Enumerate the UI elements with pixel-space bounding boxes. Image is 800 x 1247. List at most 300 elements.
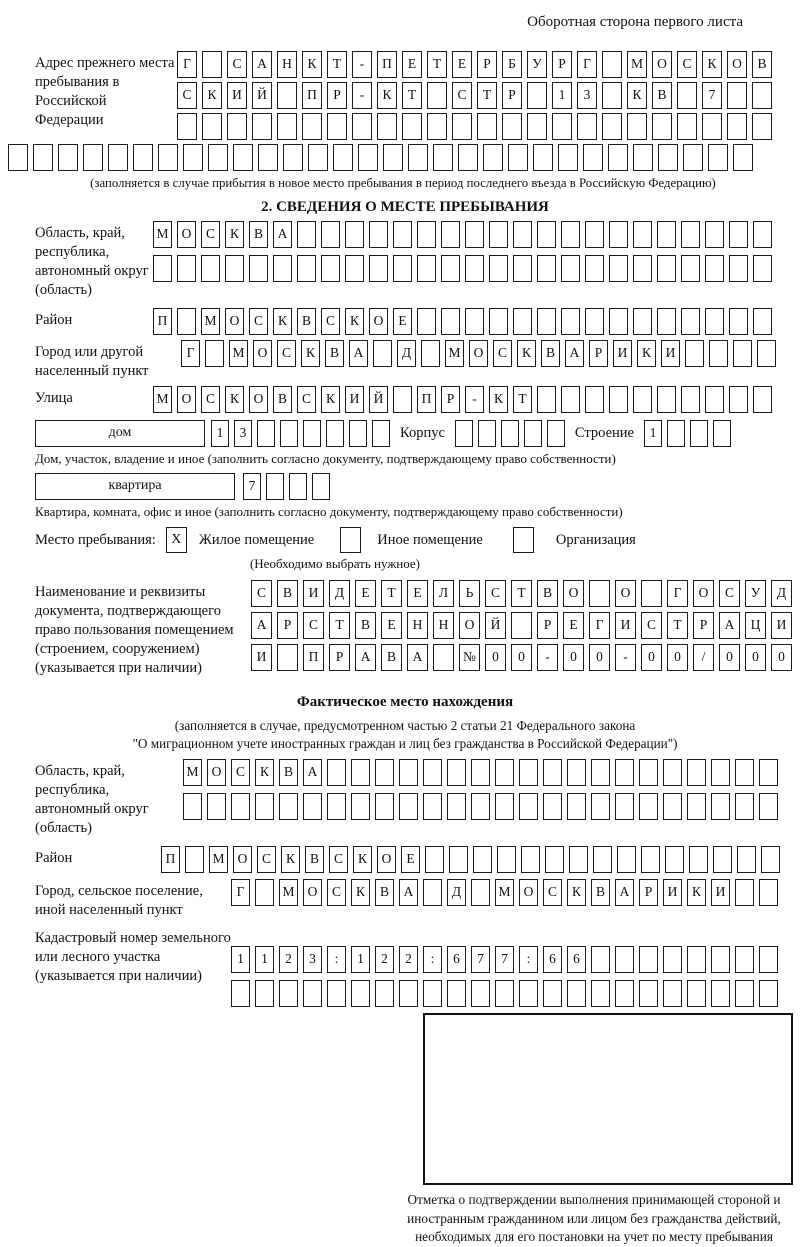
char-cell[interactable] [711, 946, 730, 973]
char-cell[interactable] [681, 386, 700, 413]
char-cell[interactable]: 6 [567, 946, 586, 973]
char-cell[interactable] [677, 82, 697, 109]
char-cell[interactable] [759, 980, 778, 1007]
char-cell[interactable] [615, 759, 634, 786]
char-cell[interactable] [227, 113, 247, 140]
char-cell[interactable]: К [345, 308, 364, 335]
char-cell[interactable] [753, 308, 772, 335]
char-cell[interactable]: О [563, 580, 584, 607]
char-cell[interactable]: А [407, 644, 428, 671]
char-cell[interactable]: Е [355, 580, 376, 607]
char-cell[interactable] [133, 144, 153, 171]
char-cell[interactable] [609, 308, 628, 335]
char-cell[interactable]: И [613, 340, 632, 367]
char-cell[interactable] [449, 846, 468, 873]
char-cell[interactable]: О [177, 386, 196, 413]
char-cell[interactable] [589, 580, 610, 607]
char-cell[interactable]: К [302, 51, 322, 78]
char-cell[interactable]: М [153, 221, 172, 248]
char-cell[interactable]: И [663, 879, 682, 906]
char-cell[interactable] [351, 980, 370, 1007]
char-cell[interactable]: О [369, 308, 388, 335]
char-cell[interactable]: О [469, 340, 488, 367]
char-cell[interactable]: Т [427, 51, 447, 78]
char-cell[interactable]: В [277, 580, 298, 607]
char-cell[interactable] [33, 144, 53, 171]
char-cell[interactable] [727, 113, 747, 140]
char-cell[interactable]: Т [477, 82, 497, 109]
char-cell[interactable] [711, 793, 730, 820]
char-cell[interactable]: - [352, 82, 372, 109]
char-cell[interactable] [471, 759, 490, 786]
char-cell[interactable]: Н [407, 612, 428, 639]
char-cell[interactable] [543, 759, 562, 786]
char-cell[interactable] [252, 113, 272, 140]
char-cell[interactable]: С [321, 308, 340, 335]
char-cell[interactable] [547, 420, 565, 447]
char-cell[interactable] [402, 113, 422, 140]
char-cell[interactable]: 0 [589, 644, 610, 671]
char-cell[interactable]: Д [771, 580, 792, 607]
char-cell[interactable]: О [233, 846, 252, 873]
char-cell[interactable] [543, 980, 562, 1007]
char-cell[interactable] [327, 759, 346, 786]
char-cell[interactable] [591, 759, 610, 786]
char-cell[interactable]: Т [381, 580, 402, 607]
char-cell[interactable]: М [627, 51, 647, 78]
char-cell[interactable] [663, 946, 682, 973]
char-cell[interactable]: Г [231, 879, 250, 906]
char-cell[interactable] [502, 113, 522, 140]
char-cell[interactable] [602, 113, 622, 140]
char-cell[interactable] [225, 255, 244, 282]
char-cell[interactable] [393, 221, 412, 248]
char-cell[interactable] [527, 113, 547, 140]
char-cell[interactable]: А [719, 612, 740, 639]
char-cell[interactable] [326, 420, 344, 447]
char-cell[interactable] [735, 946, 754, 973]
char-cell[interactable] [759, 879, 778, 906]
char-cell[interactable] [349, 420, 367, 447]
char-cell[interactable]: Е [407, 580, 428, 607]
char-cell[interactable]: Т [402, 82, 422, 109]
char-cell[interactable] [279, 793, 298, 820]
char-cell[interactable]: Т [329, 612, 350, 639]
char-cell[interactable] [201, 255, 220, 282]
char-cell[interactable]: О [249, 386, 268, 413]
char-cell[interactable] [602, 51, 622, 78]
char-cell[interactable] [297, 221, 316, 248]
char-cell[interactable]: М [279, 879, 298, 906]
char-cell[interactable] [633, 144, 653, 171]
char-cell[interactable] [687, 793, 706, 820]
char-cell[interactable] [345, 221, 364, 248]
char-cell[interactable] [591, 980, 610, 1007]
char-cell[interactable]: Н [277, 51, 297, 78]
char-cell[interactable] [585, 221, 604, 248]
char-cell[interactable] [495, 759, 514, 786]
char-cell[interactable] [277, 113, 297, 140]
char-cell[interactable]: М [495, 879, 514, 906]
char-cell[interactable] [458, 144, 478, 171]
char-cell[interactable] [705, 255, 724, 282]
char-cell[interactable] [561, 308, 580, 335]
char-cell[interactable]: К [687, 879, 706, 906]
char-cell[interactable]: С [177, 82, 197, 109]
char-cell[interactable] [591, 793, 610, 820]
char-cell[interactable] [327, 793, 346, 820]
char-cell[interactable]: П [302, 82, 322, 109]
char-cell[interactable] [303, 420, 321, 447]
char-cell[interactable]: : [423, 946, 442, 973]
char-cell[interactable] [561, 255, 580, 282]
char-cell[interactable] [733, 340, 752, 367]
char-cell[interactable] [249, 255, 268, 282]
char-cell[interactable]: Е [393, 308, 412, 335]
char-cell[interactable]: И [251, 644, 272, 671]
char-cell[interactable]: Й [369, 386, 388, 413]
char-cell[interactable]: С [277, 340, 296, 367]
char-cell[interactable] [527, 82, 547, 109]
char-cell[interactable]: И [227, 82, 247, 109]
char-cell[interactable] [663, 759, 682, 786]
char-cell[interactable]: В [537, 580, 558, 607]
char-cell[interactable] [297, 255, 316, 282]
char-cell[interactable] [585, 255, 604, 282]
char-cell[interactable] [375, 759, 394, 786]
char-cell[interactable] [358, 144, 378, 171]
char-cell[interactable]: 1 [644, 420, 662, 447]
char-cell[interactable] [663, 980, 682, 1007]
char-cell[interactable] [393, 255, 412, 282]
char-cell[interactable] [277, 644, 298, 671]
char-cell[interactable] [602, 82, 622, 109]
char-cell[interactable]: С [297, 386, 316, 413]
char-cell[interactable]: Е [402, 51, 422, 78]
char-cell[interactable] [615, 946, 634, 973]
char-cell[interactable]: С [227, 51, 247, 78]
char-cell[interactable]: О [652, 51, 672, 78]
char-cell[interactable]: Д [447, 879, 466, 906]
char-cell[interactable] [609, 221, 628, 248]
char-cell[interactable] [321, 255, 340, 282]
char-cell[interactable]: В [375, 879, 394, 906]
char-cell[interactable] [677, 113, 697, 140]
char-cell[interactable]: 3 [303, 946, 322, 973]
char-cell[interactable] [83, 144, 103, 171]
char-cell[interactable] [283, 144, 303, 171]
char-cell[interactable]: Е [452, 51, 472, 78]
char-cell[interactable] [729, 221, 748, 248]
char-cell[interactable]: Л [433, 580, 454, 607]
char-cell[interactable]: К [255, 759, 274, 786]
char-cell[interactable]: А [273, 221, 292, 248]
char-cell[interactable]: И [771, 612, 792, 639]
char-cell[interactable] [545, 846, 564, 873]
char-cell[interactable] [639, 793, 658, 820]
char-cell[interactable] [473, 846, 492, 873]
char-cell[interactable] [489, 221, 508, 248]
char-cell[interactable]: В [305, 846, 324, 873]
char-cell[interactable]: А [252, 51, 272, 78]
char-cell[interactable]: В [297, 308, 316, 335]
char-cell[interactable]: : [519, 946, 538, 973]
char-cell[interactable] [729, 308, 748, 335]
char-cell[interactable]: - [352, 51, 372, 78]
char-cell[interactable]: 1 [255, 946, 274, 973]
char-cell[interactable] [345, 255, 364, 282]
char-cell[interactable] [433, 644, 454, 671]
char-cell[interactable]: П [377, 51, 397, 78]
char-cell[interactable] [441, 221, 460, 248]
char-cell[interactable] [8, 144, 28, 171]
char-cell[interactable]: 1 [211, 420, 229, 447]
char-cell[interactable]: 2 [375, 946, 394, 973]
char-cell[interactable] [552, 113, 572, 140]
char-cell[interactable]: К [702, 51, 722, 78]
char-cell[interactable] [641, 580, 662, 607]
char-cell[interactable] [657, 386, 676, 413]
char-cell[interactable]: Й [252, 82, 272, 109]
char-cell[interactable]: А [565, 340, 584, 367]
char-cell[interactable] [351, 793, 370, 820]
char-cell[interactable] [425, 846, 444, 873]
char-cell[interactable]: 7 [702, 82, 722, 109]
char-cell[interactable] [561, 386, 580, 413]
char-cell[interactable]: О [727, 51, 747, 78]
char-cell[interactable] [183, 793, 202, 820]
char-cell[interactable] [321, 221, 340, 248]
char-cell[interactable]: 3 [234, 420, 252, 447]
char-cell[interactable]: Й [485, 612, 506, 639]
char-cell[interactable] [711, 759, 730, 786]
char-cell[interactable] [399, 793, 418, 820]
char-cell[interactable]: О [519, 879, 538, 906]
char-cell[interactable] [681, 308, 700, 335]
char-cell[interactable] [627, 113, 647, 140]
char-cell[interactable]: Т [667, 612, 688, 639]
char-cell[interactable] [713, 846, 732, 873]
char-cell[interactable]: Р [329, 644, 350, 671]
char-cell[interactable]: 1 [351, 946, 370, 973]
char-cell[interactable]: К [627, 82, 647, 109]
char-cell[interactable]: О [253, 340, 272, 367]
char-cell[interactable]: И [661, 340, 680, 367]
char-cell[interactable] [689, 846, 708, 873]
char-cell[interactable]: Г [177, 51, 197, 78]
char-cell[interactable] [393, 386, 412, 413]
char-cell[interactable]: Ь [459, 580, 480, 607]
char-cell[interactable] [327, 980, 346, 1007]
char-cell[interactable] [207, 793, 226, 820]
char-cell[interactable]: С [543, 879, 562, 906]
char-cell[interactable]: С [201, 221, 220, 248]
char-cell[interactable]: 2 [399, 946, 418, 973]
char-cell[interactable] [471, 793, 490, 820]
char-cell[interactable]: С [327, 879, 346, 906]
char-cell[interactable]: 0 [667, 644, 688, 671]
char-cell[interactable]: Т [511, 580, 532, 607]
char-cell[interactable] [729, 386, 748, 413]
char-cell[interactable] [423, 980, 442, 1007]
char-cell[interactable] [633, 255, 652, 282]
char-cell[interactable] [255, 980, 274, 1007]
char-cell[interactable] [687, 759, 706, 786]
char-cell[interactable] [372, 420, 390, 447]
char-cell[interactable] [561, 221, 580, 248]
char-cell[interactable] [609, 386, 628, 413]
char-cell[interactable] [729, 255, 748, 282]
char-cell[interactable]: 7 [495, 946, 514, 973]
char-cell[interactable] [657, 308, 676, 335]
char-cell[interactable]: С [677, 51, 697, 78]
char-cell[interactable] [417, 255, 436, 282]
char-cell[interactable]: П [153, 308, 172, 335]
char-cell[interactable] [495, 980, 514, 1007]
char-cell[interactable] [255, 879, 274, 906]
char-cell[interactable] [569, 846, 588, 873]
char-cell[interactable]: В [249, 221, 268, 248]
char-cell[interactable]: С [303, 612, 324, 639]
char-cell[interactable] [702, 113, 722, 140]
char-cell[interactable] [258, 144, 278, 171]
char-cell[interactable] [202, 51, 222, 78]
char-cell[interactable]: У [745, 580, 766, 607]
char-cell[interactable] [511, 612, 532, 639]
char-cell[interactable] [513, 255, 532, 282]
char-cell[interactable] [383, 144, 403, 171]
char-cell[interactable] [537, 308, 556, 335]
char-cell[interactable]: Р [441, 386, 460, 413]
char-cell[interactable]: Р [639, 879, 658, 906]
char-cell[interactable]: К [225, 386, 244, 413]
char-cell[interactable] [727, 82, 747, 109]
char-cell[interactable] [735, 879, 754, 906]
char-cell[interactable]: 0 [641, 644, 662, 671]
char-cell[interactable] [257, 420, 275, 447]
char-cell[interactable]: 6 [447, 946, 466, 973]
char-cell[interactable] [501, 420, 519, 447]
char-cell[interactable] [711, 980, 730, 1007]
char-cell[interactable]: / [693, 644, 714, 671]
char-cell[interactable]: В [325, 340, 344, 367]
char-cell[interactable] [447, 793, 466, 820]
char-cell[interactable]: Р [552, 51, 572, 78]
char-cell[interactable]: 0 [771, 644, 792, 671]
char-cell[interactable]: Е [563, 612, 584, 639]
char-cell[interactable]: С [493, 340, 512, 367]
char-cell[interactable] [465, 221, 484, 248]
char-cell[interactable] [657, 255, 676, 282]
char-cell[interactable] [303, 980, 322, 1007]
char-cell[interactable] [483, 144, 503, 171]
char-cell[interactable] [524, 420, 542, 447]
char-cell[interactable]: К [637, 340, 656, 367]
char-cell[interactable]: И [345, 386, 364, 413]
char-cell[interactable]: Д [329, 580, 350, 607]
char-cell[interactable]: О [177, 221, 196, 248]
char-cell[interactable]: К [301, 340, 320, 367]
char-cell[interactable] [633, 386, 652, 413]
char-cell[interactable] [441, 255, 460, 282]
char-cell[interactable] [752, 82, 772, 109]
char-cell[interactable]: Е [401, 846, 420, 873]
char-cell[interactable] [513, 308, 532, 335]
char-cell[interactable] [352, 113, 372, 140]
char-cell[interactable]: Д [397, 340, 416, 367]
char-cell[interactable]: С [329, 846, 348, 873]
char-cell[interactable] [685, 340, 704, 367]
char-cell[interactable] [567, 980, 586, 1007]
char-cell[interactable] [183, 144, 203, 171]
char-cell[interactable] [753, 255, 772, 282]
char-cell[interactable]: 0 [485, 644, 506, 671]
char-cell[interactable]: Г [667, 580, 688, 607]
char-cell[interactable] [447, 759, 466, 786]
char-cell[interactable] [652, 113, 672, 140]
char-cell[interactable] [423, 879, 442, 906]
char-cell[interactable]: С [231, 759, 250, 786]
char-cell[interactable]: С [251, 580, 272, 607]
char-cell[interactable]: Р [589, 340, 608, 367]
char-cell[interactable] [513, 221, 532, 248]
char-cell[interactable]: Р [277, 612, 298, 639]
char-cell[interactable]: В [381, 644, 402, 671]
char-cell[interactable] [537, 255, 556, 282]
char-cell[interactable] [158, 144, 178, 171]
char-cell[interactable]: 1 [552, 82, 572, 109]
char-cell[interactable] [202, 113, 222, 140]
char-cell[interactable] [177, 308, 196, 335]
char-cell[interactable] [231, 980, 250, 1007]
char-cell[interactable] [399, 980, 418, 1007]
char-cell[interactable] [759, 759, 778, 786]
char-cell[interactable] [477, 113, 497, 140]
char-cell[interactable] [465, 308, 484, 335]
char-cell[interactable]: М [153, 386, 172, 413]
char-cell[interactable]: 7 [243, 473, 261, 500]
char-cell[interactable] [657, 221, 676, 248]
char-cell[interactable] [465, 255, 484, 282]
char-cell[interactable] [577, 113, 597, 140]
char-cell[interactable] [58, 144, 78, 171]
char-cell[interactable] [705, 221, 724, 248]
char-cell[interactable] [423, 793, 442, 820]
char-cell[interactable] [533, 144, 553, 171]
char-cell[interactable]: К [321, 386, 340, 413]
char-cell[interactable] [373, 340, 392, 367]
char-cell[interactable]: Ц [745, 612, 766, 639]
char-cell[interactable]: Г [181, 340, 200, 367]
char-cell[interactable]: С [257, 846, 276, 873]
char-cell[interactable] [687, 946, 706, 973]
checkbox-zhiloe[interactable]: X [166, 527, 187, 553]
char-cell[interactable]: 3 [577, 82, 597, 109]
char-cell[interactable]: М [183, 759, 202, 786]
char-cell[interactable]: О [207, 759, 226, 786]
char-cell[interactable]: С [201, 386, 220, 413]
char-cell[interactable] [639, 946, 658, 973]
char-cell[interactable]: 0 [563, 644, 584, 671]
char-cell[interactable] [615, 793, 634, 820]
char-cell[interactable]: 0 [719, 644, 740, 671]
char-cell[interactable] [757, 340, 776, 367]
char-cell[interactable]: К [225, 221, 244, 248]
char-cell[interactable] [585, 308, 604, 335]
char-cell[interactable] [471, 879, 490, 906]
char-cell[interactable]: - [615, 644, 636, 671]
char-cell[interactable]: С [641, 612, 662, 639]
